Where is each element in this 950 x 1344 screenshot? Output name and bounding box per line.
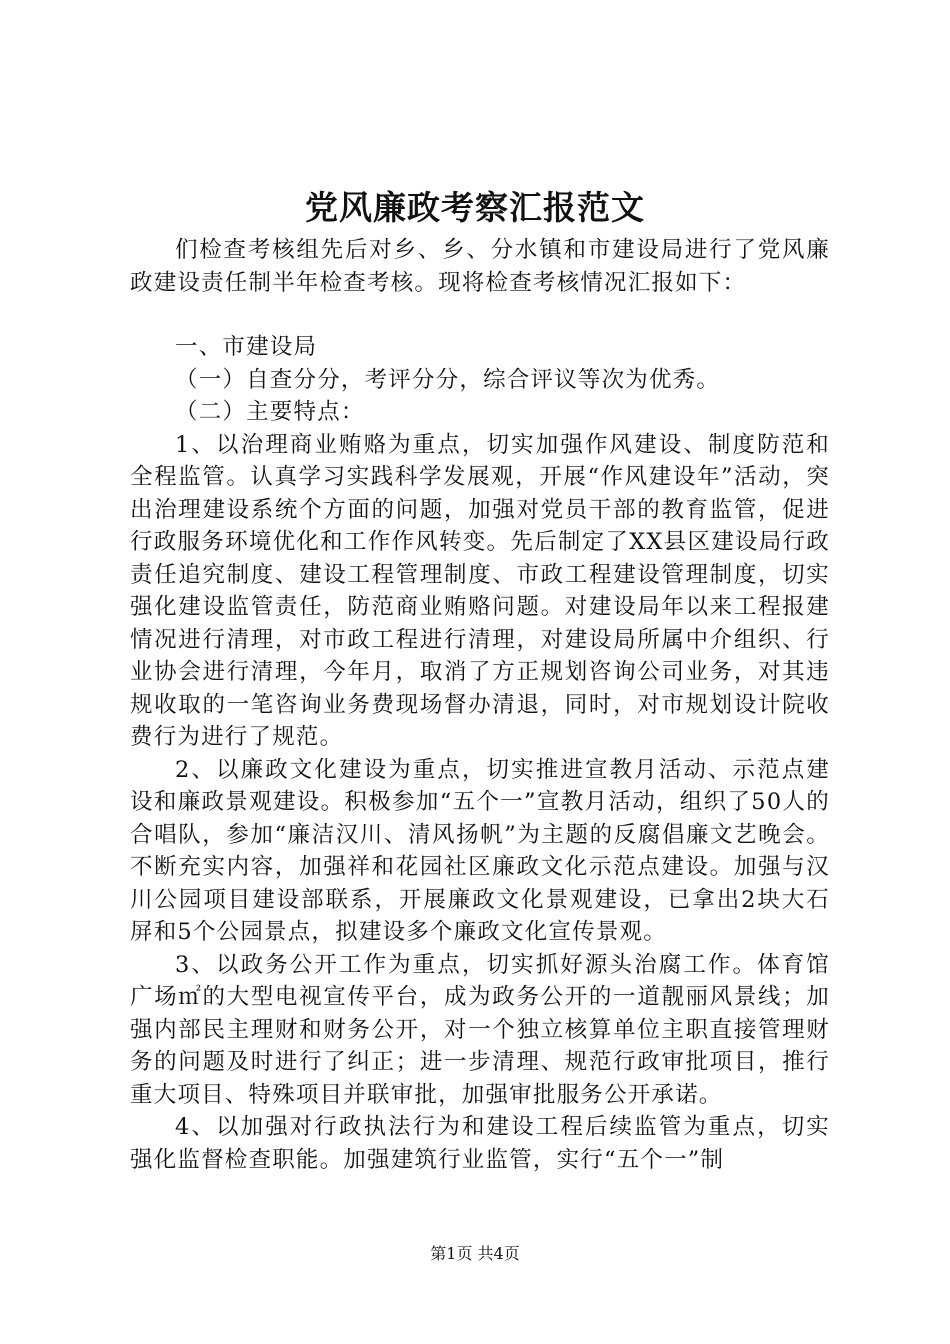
section-heading: 一、市建设局 (175, 334, 318, 360)
paragraph-intro: 们检查考核组先后对乡、乡、分水镇和市建设局进行了党风廉政建设责任制半年检查考核。现将检查考核情况汇报如下： (130, 237, 830, 296)
paragraph-score: （一）自查分分，考评分分，综合评议等次为优秀。 (175, 366, 721, 393)
paragraph-item-3: 3、以政务公开工作为重点，切实抓好源头治腐工作。体育馆广场㎡的大型电视宣传平台，成为政务公开的一道靓丽风景线；加强内部民主理财和财务公开，对一个独立核算单位主职直接管理财务的问题及时进行了纠正；进一步清理、规范行政审批项目，推行重大项目、特殊项目并联审批，加强审批服务公开承诺。 (130, 951, 830, 1108)
document-body (130, 234, 830, 1176)
paragraph-item-4: 4、以加强对行政执法行为和建设工程后续监管为重点，切实强化监督检查职能。加强建筑行业监管，实行“五个一”制 (130, 1114, 830, 1173)
document-title: 党风廉政考察汇报范文 (305, 188, 645, 227)
page-footer: 第1页 共4页 (430, 1244, 520, 1263)
paragraph-item-2: 2、以廉政文化建设为重点，切实推进宣教月活动、示范点建设和廉政景观建设。积极参加“五个一”宣教月活动，组织了50人的合唱队，参加“廉洁汉川、清风扬帆”为主题的反腐倡廉文艺晚会。不断充实内容，加强祥和花园社区廉政文化示范点建设。加强与汉川公园项目建设部联系，开展廉政文化景观建设，已拿出2块大石屏和5个公园景点，拟建设多个廉政文化宣传景观。 (130, 756, 830, 945)
paragraph-features-heading: （二）主要特点： (175, 399, 365, 425)
paragraph-item-1: 1、以治理商业贿赂为重点，切实加强作风建设、制度防范和全程监管。认真学习实践科学发展观，开展“作风建设年”活动，突出治理建设系统个方面的问题，加强对党员干部的教育监管，促进行政服务环境优化和工作作风转变。先后制定了XX县区建设局行政责任追究制度、建设工程管理制度、市政工程建设管理制度，切实强化建设监管责任，防范商业贿赂问题。对建设局年以来工程报建情况进行清理，对市政工程进行清理，对建设局所属中介组织、行业协会进行清理，今年月，取消了方正规划咨询公司业务，对其违规收取的一笔咨询业务费现场督办清退，同时，对市规划设计院收费行为进行了规范。 (130, 431, 830, 750)
